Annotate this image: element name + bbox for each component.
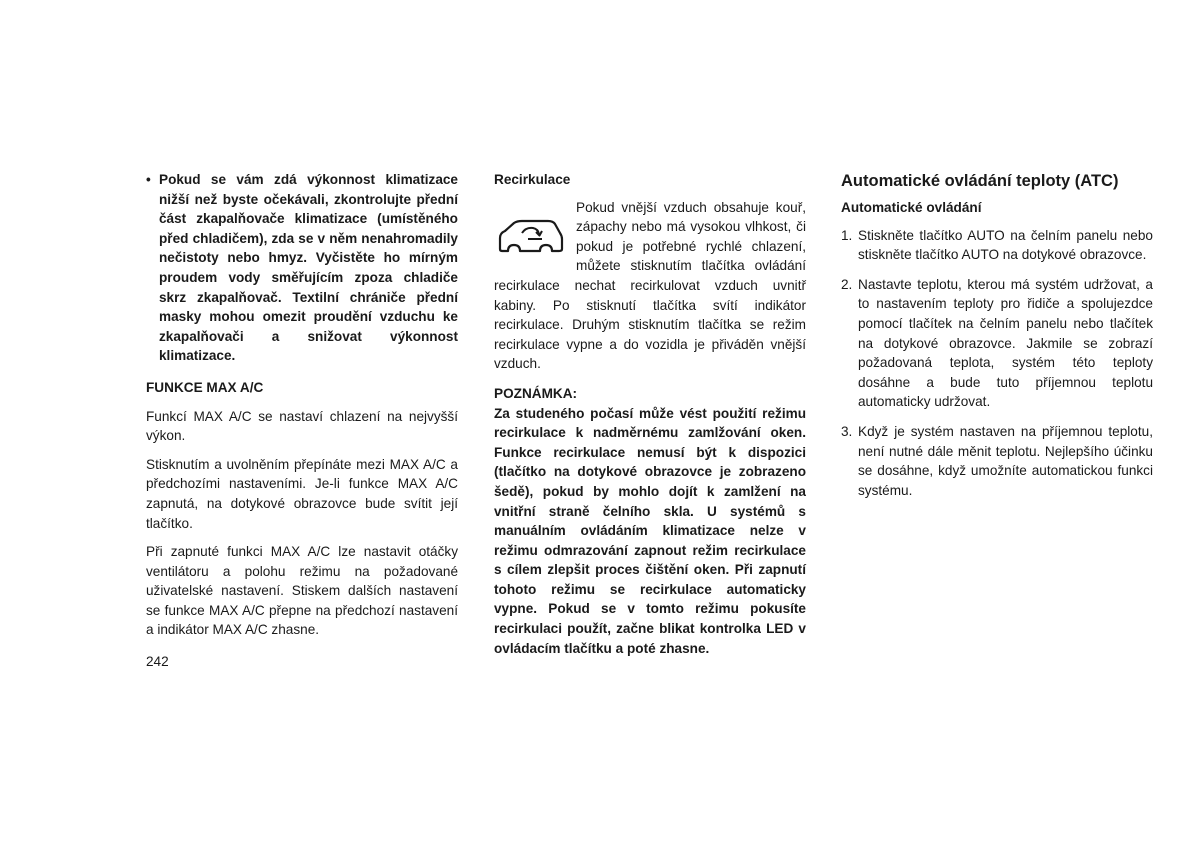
subheading-automatic-control: Automatické ovládání xyxy=(841,200,982,215)
middle-column xyxy=(494,170,806,658)
bullet-text: Pokud se vám zdá výkonnost klimatizace nižší než byste očekávali, zkontrolujte přední část zkapalňovače klimatizace (umístěného před chladičem), zda se v něm nenahromadily nečistoty nebo hmyz. Vyčistěte ho mírným proudem vody směřujícím zpoza chladiče skrz zkapalňovač. Textilní chrániče přední masky mohou omezit proudění vzduchu ke zkapalňovači a snižovat výkonnost klimatizace. xyxy=(159,172,458,364)
paragraph: Při zapnuté funkci MAX A/C lze nastavit otáčky ventilátoru a polohu režimu na požadované uživatelské nastavení. Stiskem dalších nastavení se funkce MAX A/C přepne na předchozí nastavení a indikátor MAX A/C zhasne. xyxy=(146,544,458,638)
recirculation-block xyxy=(494,198,806,374)
section-heading-recirculation: Recirkulace xyxy=(494,172,571,187)
list-item-number: 1. xyxy=(841,227,853,243)
recirculation-icon xyxy=(494,211,566,261)
paragraph: Funkcí MAX A/C se nastaví chlazení na nejvyšší výkon. xyxy=(146,408,458,444)
list-item-number: 3. xyxy=(841,423,853,439)
list-item-text: Nastavte teplotu, kterou má systém udržovat, a to nastavením teploty pro řidiče a spolujezdce pomocí tlačítek na čelním panelu nebo tlačítek na dotykové obrazovce. Jakmile se zobrazí požadovaná teplota, systém této teploty dosáhne a bude tuto příjemnou teplotu automaticky udržovat. xyxy=(858,276,1153,410)
note-heading: POZNÁMKA: xyxy=(494,385,578,401)
list-item xyxy=(841,422,1153,500)
section-heading-atc: Automatické ovládání teploty (ATC) xyxy=(841,172,1119,190)
right-column xyxy=(841,170,1153,510)
bullet-list-item xyxy=(146,170,458,366)
section-heading-max-ac: FUNKCE MAX A/C xyxy=(146,379,264,395)
list-item-text: Když je systém nastaven na příjemnou teplotu, není nutné dále měnit teplotu. Nejlepšího účinku se dosáhne, když umožníte automatickou funkci systému. xyxy=(858,423,1153,498)
list-item-number: 2. xyxy=(841,276,853,292)
paragraph: Stisknutím a uvolněním přepínáte mezi MAX A/C a předchozími nastaveními. Je-li funkce MAX A/C zapnutá, na dotykové obrazovce bude svítit její tlačítko. xyxy=(146,456,458,531)
list-item-text: Stiskněte tlačítko AUTO na čelním panelu nebo stiskněte tlačítko AUTO na dotykové obrazovce. xyxy=(858,227,1153,263)
list-item xyxy=(841,226,1153,265)
bullet-marker: • xyxy=(146,172,151,187)
page-number: 242 xyxy=(146,654,169,669)
list-item xyxy=(841,275,1153,412)
recirculation-text: Pokud vnější vzduch obsahuje kouř, zápachy nebo má vysokou vlhkost, či pokud je potřebné rychlé chlazení, můžete stisknutím tlačítka ovládání recirkulace nechat recirkulovat vzduch uvnitř kabiny. Po stisknutí tlačítka svítí indikátor recirkulace. Druhým stisknutím tlačítka se režim recirkulace vypne a do vozidla je přiváděn vnější vzduch. xyxy=(494,199,806,372)
left-column xyxy=(146,170,458,649)
note-text: Za studeného počasí může vést použití režimu recirkulace k nadměrnému zamlžování oken. Funkce recirkulace nemusí být k dispozici (tlačítko na dotykové obrazovce je zobrazeno šedě), pokud by mohlo dojít k zamlžení na vnitřní straně čelního skla. U systémů s manuálním ovládáním klimatizace nelze v režimu odmrazování zapnout režim recirkulace s cílem zlepšit proces čištění oken. Při zapnutí tohoto režimu se recirkulace automaticky vypne. Pokud se v tomto režimu pokusíte recirkulaci použít, začne blikat kontrolka LED v ovládacím tlačítku a poté zhasne. xyxy=(494,405,806,656)
